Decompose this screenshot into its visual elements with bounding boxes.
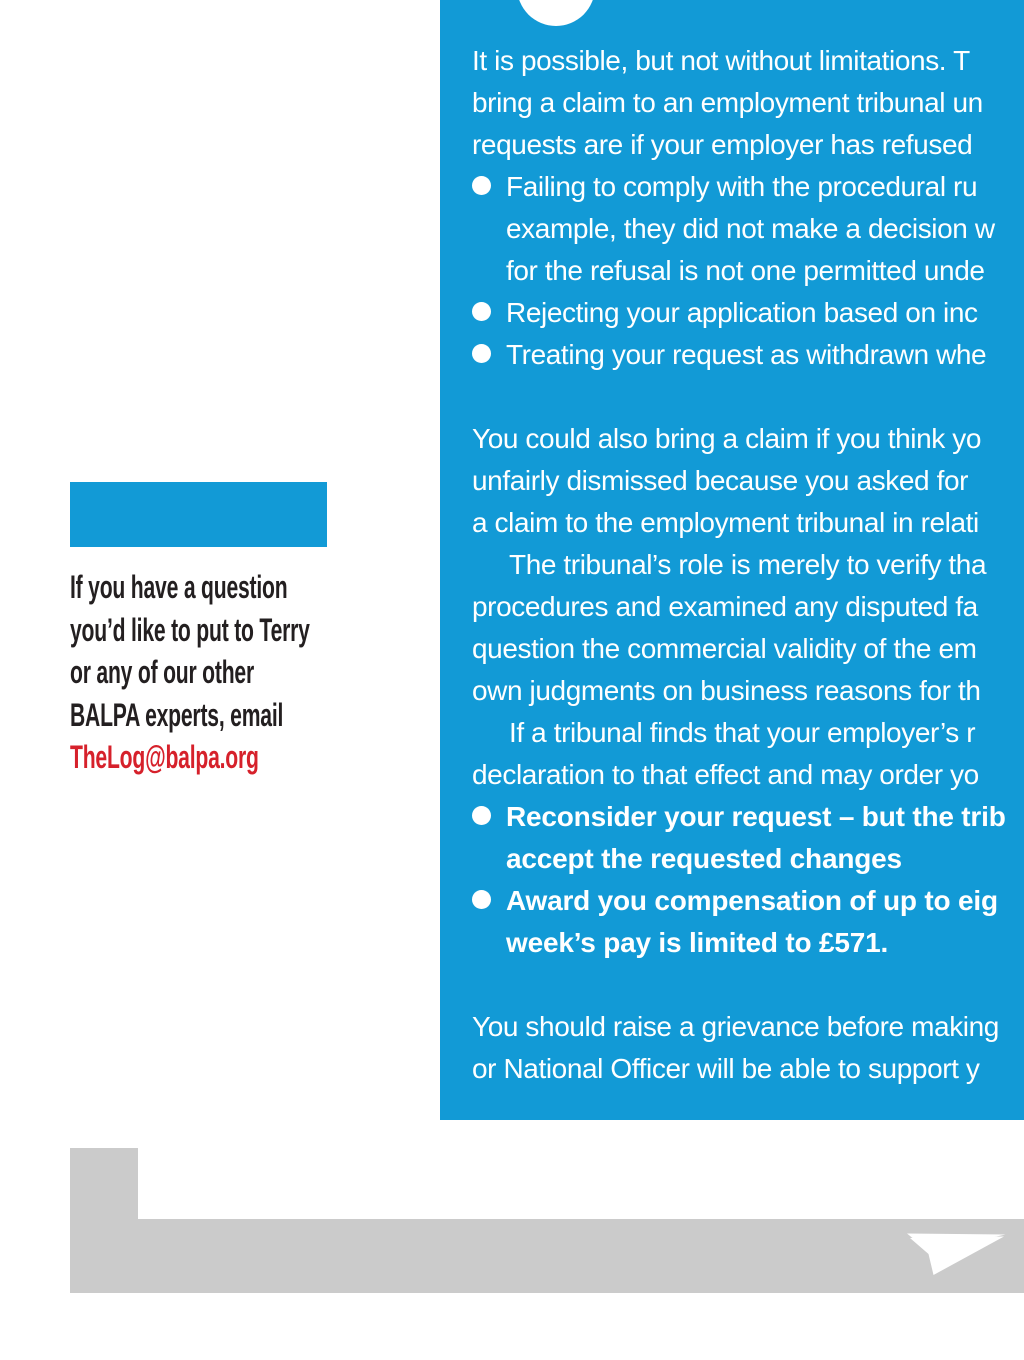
text-line [472,82,1006,124]
text-line [472,1006,1006,1048]
text-line [472,838,1006,880]
text-line [472,208,1006,250]
email-link[interactable]: TheLog@balpa.org [70,739,259,775]
text-line [472,250,1006,292]
text-line [472,964,1006,1006]
bubble-circle-icon [517,0,595,26]
note-line: you’d like to put to Terry [70,611,310,648]
line-text: a claim to the employment tribunal in relati [472,507,979,538]
text-line [472,628,1006,670]
line-text: unfairly dismissed because you asked for [472,465,969,496]
line-text: Reconsider your request – but the trib [506,801,1006,832]
line-text: Treating your request as withdrawn whe [506,339,987,370]
text-line [472,922,1006,964]
bullet-line [472,796,1006,838]
bullet-line [472,166,1006,208]
text-line [472,1048,1006,1090]
text-line [472,670,1006,712]
line-text: example, they did not make a decision w [506,213,995,244]
line-text: If a tribunal finds that your employer’s r [509,717,976,748]
line-text: accept the requested changes [506,843,902,874]
text-line [472,502,1006,544]
note-line: or any of our other [70,654,254,690]
bullet-line [472,334,1006,376]
note-line: BALPA experts, email [70,696,284,733]
line-text: Award you compensation of up to eig [506,885,998,916]
line-text: Rejecting your application based on inc [506,297,978,328]
text-line [472,712,1006,754]
line-text: requests are if your employer has refused [472,129,973,160]
line-text: for the refusal is not one permitted unde [506,255,985,286]
answer-panel [440,0,1024,1120]
text-line [472,40,1006,82]
bullet-icon [472,302,491,321]
bullet-icon [472,806,491,825]
line-text: or National Officer will be able to support y [472,1053,980,1084]
text-line [472,124,1006,166]
bullet-icon [472,344,491,363]
line-text: declaration to that effect and may order yo [472,759,979,790]
sidebar-note [70,566,310,779]
line-text: It is possible, but not without limitations. T [472,45,970,76]
text-line [472,418,1006,460]
answer-text [472,40,1006,1090]
bullet-line [472,292,1006,334]
footer-band [70,1219,1024,1293]
paper-plane-icon [905,1230,1009,1280]
sidebar-accent-block [70,482,327,547]
line-text: own judgments on business reasons for th [472,675,981,706]
note-line: If you have a question [70,569,288,605]
text-line [472,586,1006,628]
line-text: bring a claim to an employment tribunal un [472,87,983,118]
text-line [472,376,1006,418]
line-text: You should raise a grievance before making [472,1011,999,1042]
bullet-icon [472,176,491,195]
line-text: You could also bring a claim if you think yo [472,423,981,454]
text-line [472,544,1006,586]
bullet-line [472,880,1006,922]
line-text: The tribunal’s role is merely to verify tha [509,549,987,580]
line-text: week’s pay is limited to £571. [506,927,889,958]
bullet-icon [472,890,491,909]
text-line [472,754,1006,796]
line-text: question the commercial validity of the em [472,633,977,664]
line-text: Failing to comply with the procedural ru [506,171,978,202]
text-line [472,460,1006,502]
line-text: procedures and examined any disputed fa [472,591,978,622]
